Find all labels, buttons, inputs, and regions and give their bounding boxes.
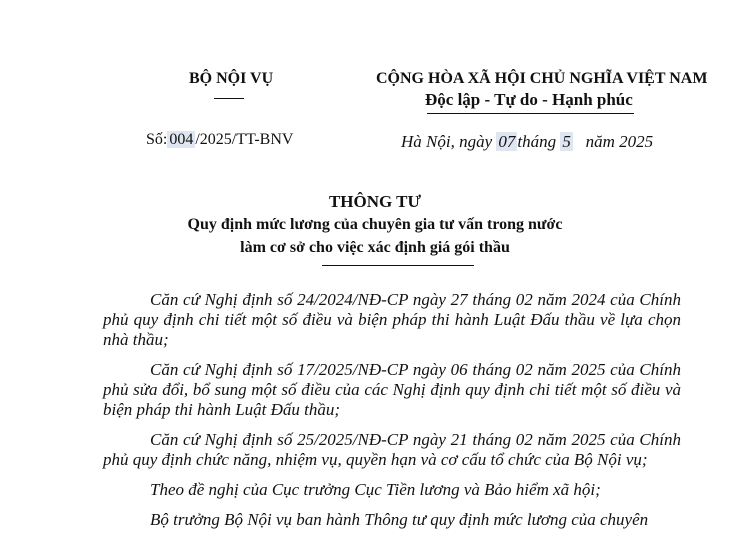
issuing-agency: BỘ NỘI VỤ <box>189 70 274 87</box>
month-label: tháng <box>517 132 561 151</box>
place-date-prefix: Hà Nội, ngày <box>401 132 497 151</box>
doc-number-value[interactable]: 004 <box>169 131 194 148</box>
place-and-date <box>401 132 653 152</box>
motto-underline <box>427 113 634 114</box>
paragraph: Theo đề nghị của Cục trưởng Cục Tiền lương và Bảo hiểm xã hội; <box>150 480 601 499</box>
doc-number-suffix: /2025/TT-BNV <box>195 131 294 148</box>
subject-line-1: Quy định mức lương của chuyên gia tư vấn trong nước <box>187 216 563 233</box>
document-body <box>103 290 681 540</box>
national-motto: Độc lập - Tự do - Hạnh phúc <box>425 90 633 109</box>
subject-line-2: làm cơ sở cho việc xác định giá gói thầu <box>240 239 510 256</box>
paragraph: Căn cứ Nghị định số 25/2025/NĐ-CP ngày 21 tháng 02 năm 2025 của Chính phủ quy định chức năng, nhiệm vụ, quyền hạn và cơ cấu tổ chức của Bộ Nội vụ; <box>103 430 681 469</box>
title-underline <box>322 265 474 266</box>
paragraph: Bộ trưởng Bộ Nội vụ ban hành Thông tư quy định mức lương của chuyên <box>150 510 649 529</box>
paragraph: Căn cứ Nghị định số 24/2024/NĐ-CP ngày 27 tháng 02 năm 2024 của Chính phủ quy định chi tiết một số điều và biện pháp thi hành Luật Đấu thầu về lựa chọn nhà thầu; <box>103 290 681 349</box>
document-type: THÔNG TƯ <box>328 192 422 211</box>
agency-underline <box>214 98 244 99</box>
doc-number-prefix: Số: <box>146 131 168 148</box>
document-number <box>146 131 293 149</box>
country-name: CỘNG HÒA XÃ HỘI CHỦ NGHĨA VIỆT NAM <box>376 70 708 87</box>
date-day[interactable]: 07 <box>498 132 516 151</box>
date-year: năm 2025 <box>585 132 654 151</box>
paragraph: Căn cứ Nghị định số 17/2025/NĐ-CP ngày 06 tháng 02 năm 2025 của Chính phủ sửa đổi, bổ sung một số điều của các Nghị định quy định chi tiết một số điều và biện pháp thi hành Luật Đấu thầu; <box>103 360 681 419</box>
date-month[interactable]: 5 <box>562 132 571 151</box>
